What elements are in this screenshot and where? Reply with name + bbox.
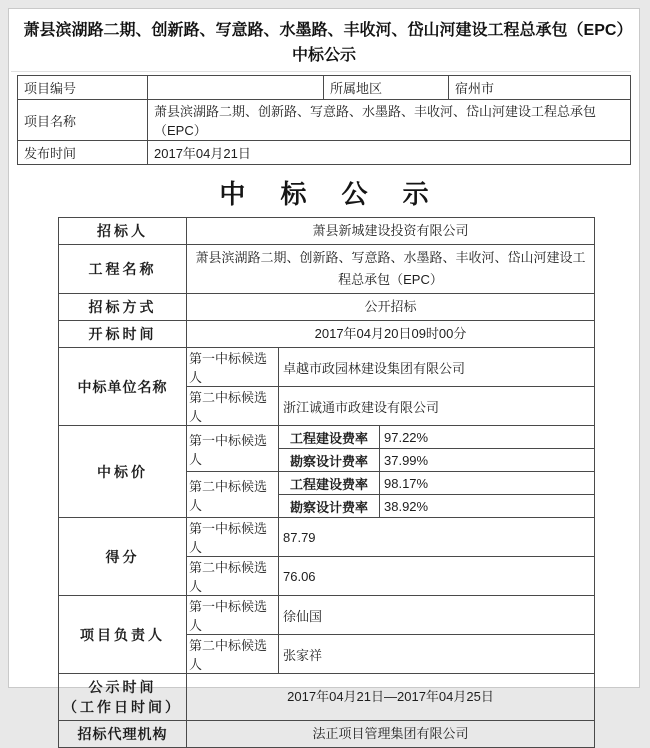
publicity-time-label	[59, 674, 187, 721]
tenderee-value: 萧县新城建设投资有限公司	[187, 218, 595, 245]
winner-company-2: 浙江诚通市政建设有限公司	[279, 387, 595, 426]
publish-date-value: 2017年04月21日	[148, 141, 631, 165]
table-row	[18, 141, 631, 165]
price-rank-2: 第二中标候选人	[187, 472, 279, 518]
agency-label: 招标代理机构	[59, 721, 187, 748]
manager-rank-2: 第二中标候选人	[187, 635, 279, 674]
price-fee2-name-2: 勘察设计费率	[279, 495, 380, 518]
document-page	[8, 8, 640, 742]
score-rank-2: 第二中标候选人	[187, 557, 279, 596]
section-heading: 中 标 公 示	[219, 180, 442, 210]
price-fee1-value-1: 97.22%	[380, 426, 595, 449]
open-time-value: 2017年04月20日09时00分	[187, 321, 595, 348]
score-section-label: 得分	[59, 518, 187, 596]
table-row	[59, 426, 595, 449]
table-row	[59, 321, 595, 348]
table-row	[18, 76, 631, 100]
price-fee1-value-2: 98.17%	[380, 472, 595, 495]
winner-company-1: 卓越市政园林建设集团有限公司	[279, 348, 595, 387]
price-section-label: 中标价	[59, 426, 187, 518]
project-no-value	[148, 76, 324, 100]
price-fee1-name-1: 工程建设费率	[279, 426, 380, 449]
table-row	[59, 596, 595, 635]
table-row	[59, 218, 595, 245]
manager-name-1: 徐仙国	[279, 596, 595, 635]
title-separator	[11, 71, 631, 72]
project-name-label: 工程名称	[59, 245, 187, 294]
winner-section-label: 中标单位名称	[59, 348, 187, 426]
price-fee2-value-2: 38.92%	[380, 495, 595, 518]
price-rank-1: 第一中标候选人	[187, 426, 279, 472]
project-name-value: 萧县滨湖路二期、创新路、写意路、水墨路、丰收河、岱山河建设工程总承包（EPC）	[148, 100, 631, 141]
table-row	[59, 518, 595, 557]
region-label: 所属地区	[324, 76, 449, 100]
price-fee1-name-2: 工程建设费率	[279, 472, 380, 495]
publish-date-label: 发布时间	[18, 141, 148, 165]
table-row	[59, 348, 595, 387]
publicity-time-label-line1: 公示时间	[88, 679, 157, 695]
manager-name-2: 张家祥	[279, 635, 595, 674]
publicity-time-value: 2017年04月21日—2017年04月25日	[187, 674, 595, 721]
score-value-1: 87.79	[279, 518, 595, 557]
table-row	[59, 294, 595, 321]
project-name-value: 萧县滨湖路二期、创新路、写意路、水墨路、丰收河、岱山河建设工程总承包（EPC）	[187, 245, 595, 294]
open-time-label: 开标时间	[59, 321, 187, 348]
manager-rank-1: 第一中标候选人	[187, 596, 279, 635]
table-row	[59, 245, 595, 294]
region-value: 宿州市	[449, 76, 631, 100]
bid-method-value: 公开招标	[187, 294, 595, 321]
agency-value: 法正项目管理集团有限公司	[187, 721, 595, 748]
bid-result-table	[58, 217, 595, 748]
score-value-2: 76.06	[279, 557, 595, 596]
project-no-label: 项目编号	[18, 76, 148, 100]
table-row	[59, 674, 595, 721]
project-name-label: 项目名称	[18, 100, 148, 141]
score-rank-1: 第一中标候选人	[187, 518, 279, 557]
manager-section-label: 项目负责人	[59, 596, 187, 674]
tenderee-label: 招标人	[59, 218, 187, 245]
price-fee2-value-1: 37.99%	[380, 449, 595, 472]
table-row	[18, 100, 631, 141]
publicity-time-label-line2: （工作日时间）	[63, 699, 182, 715]
project-info-table	[17, 75, 631, 165]
winner-rank-1: 第一中标候选人	[187, 348, 279, 387]
winner-rank-2: 第二中标候选人	[187, 387, 279, 426]
page-title: 萧县滨湖路二期、创新路、写意路、水墨路、丰收河、岱山河建设工程总承包（EPC）中标公示	[23, 22, 625, 64]
bid-method-label: 招标方式	[59, 294, 187, 321]
price-fee2-name-1: 勘察设计费率	[279, 449, 380, 472]
table-row	[59, 721, 595, 748]
